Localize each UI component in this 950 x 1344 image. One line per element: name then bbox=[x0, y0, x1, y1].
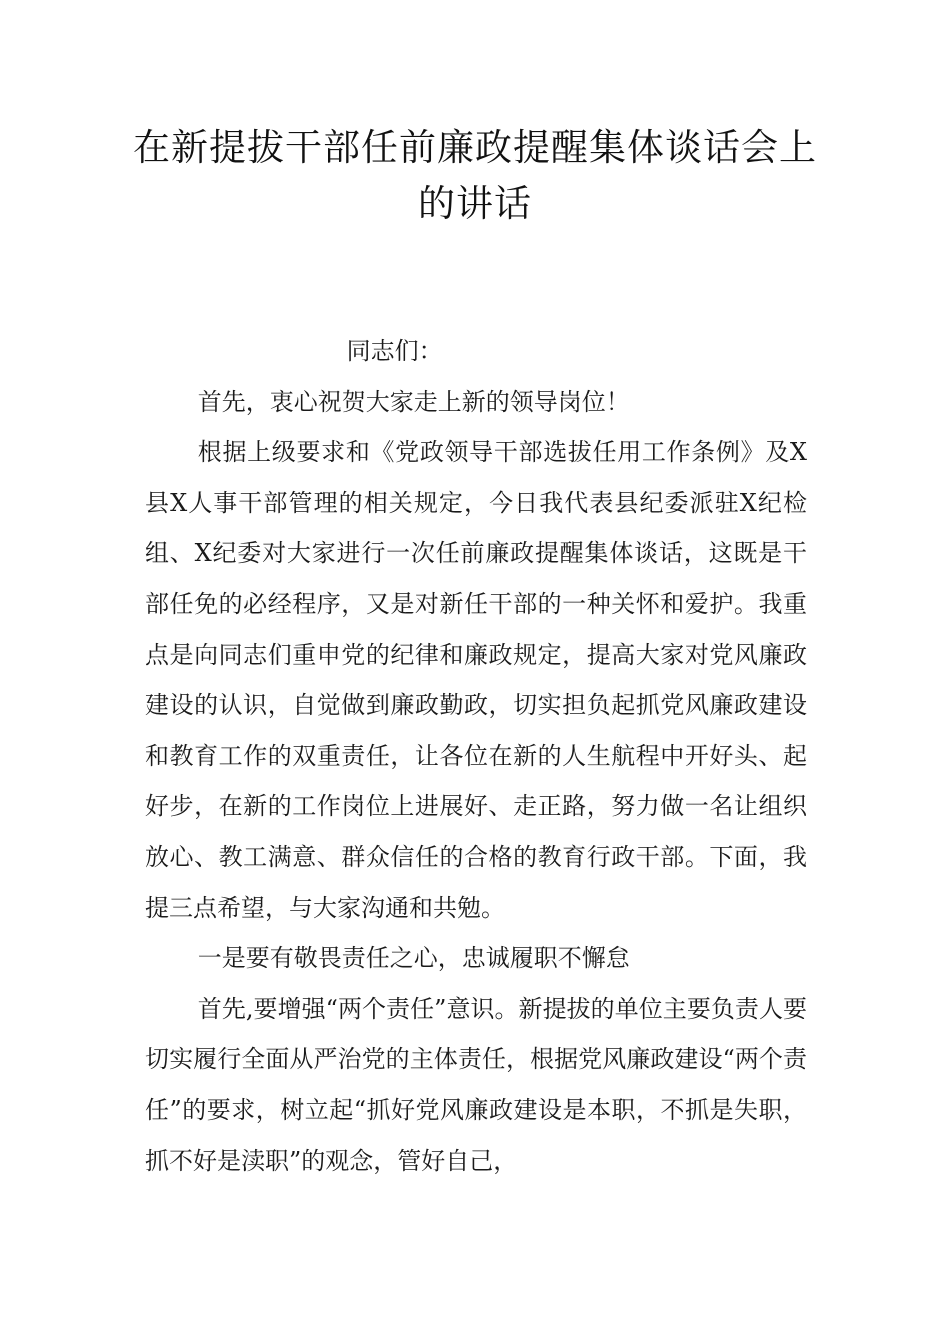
salutation: 同志们： bbox=[346, 337, 443, 365]
paragraph-congratulations: 首先，衷心祝贺大家走上新的领导岗位！ bbox=[197, 387, 630, 416]
section-heading-one: 一是要有敬畏责任之心，忠诚履职不懈怠 bbox=[197, 944, 630, 973]
document-title: 在新提拔干部任前廉政提醒集体谈话会上的讲话 bbox=[133, 126, 817, 225]
paragraph-responsibility: 首先,要增强“两个责任”意识。新提拔的单位主要负责人要切实履行全面从严治党的主体责任，根据党风廉政建设“两个责任”的要求，树立起“抓好党风廉政建设是本职，不抓是失职，抓不好是渎职”的观念，管好自己， bbox=[145, 994, 807, 1175]
document-body bbox=[145, 326, 807, 1186]
paragraph-introduction: 根据上级要求和《党政领导干部选拔任用工作条例》及X县X人事干部管理的相关规定，今日我代表县纪委派驻X纪检组、X纪委对大家进行一次任前廉政提醒集体谈话，这既是干部任免的必经程序，又是对新任干部的一种关怀和爱护。我重点是向同志们重申党的纪律和廉政规定，提高大家对党风廉政建设的认识，自觉做到廉政勤政，切实担负起抓党风廉政建设和教育工作的双重责任，让各位在新的人生航程中开好头、起好步，在新的工作岗位上进展好、走正路，努力做一名让组织放心、教工满意、群众信任的合格的教育行政干部。下面，我提三点希望，与大家沟通和共勉。 bbox=[145, 438, 807, 922]
